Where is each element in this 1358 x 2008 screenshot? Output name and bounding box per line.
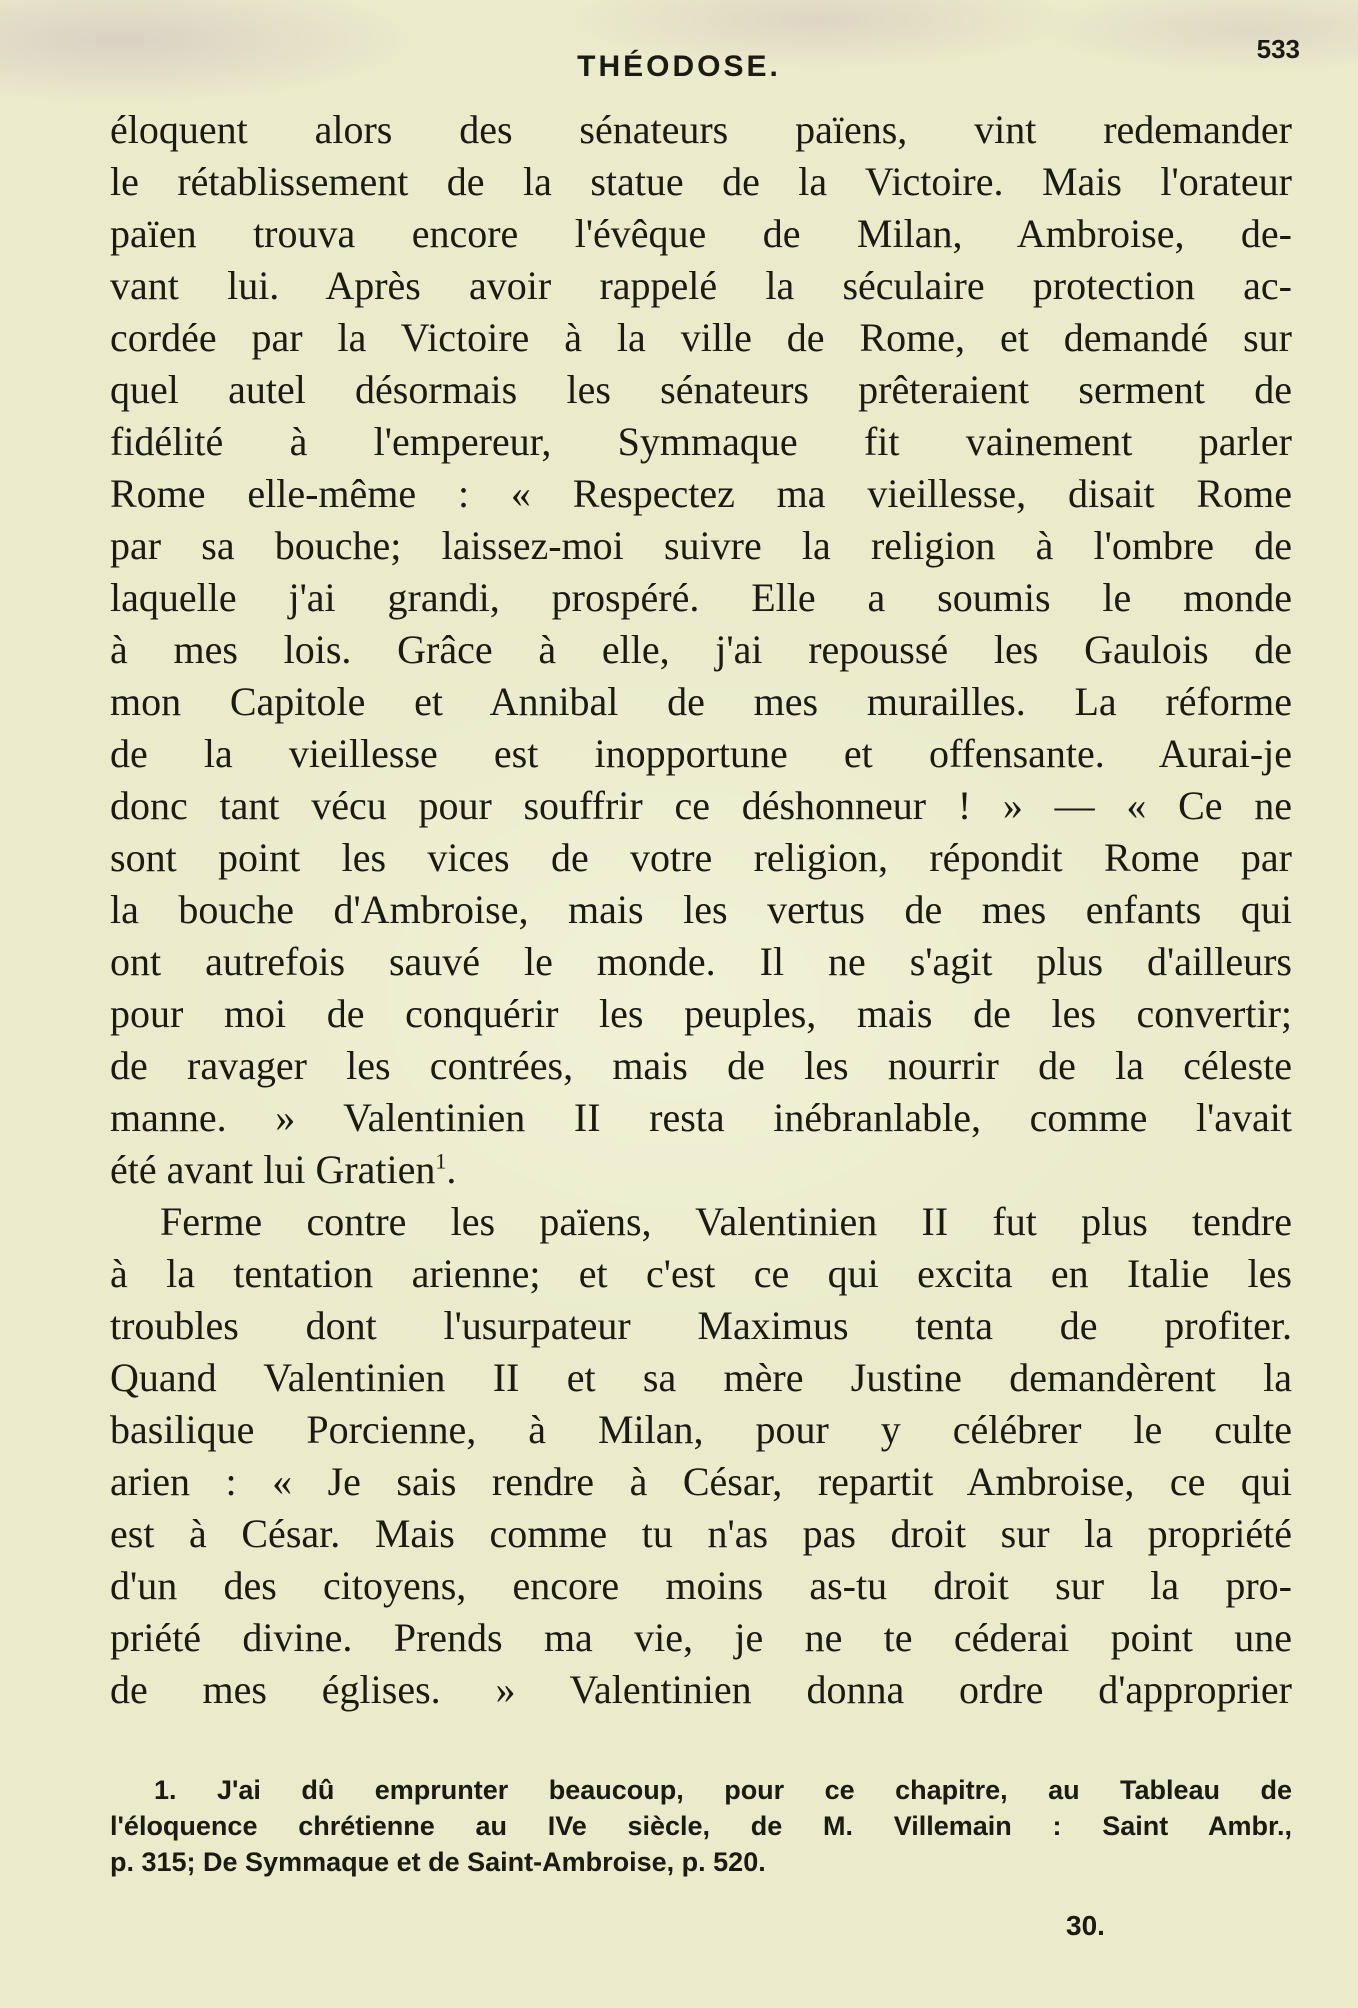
- text-line: Rome elle-même : « Respectez ma vieillesse, disait Rome: [110, 471, 1292, 516]
- text-line: de mes églises. » Valentinien donna ordre d'approprier: [110, 1667, 1292, 1712]
- signature-mark: 30.: [1066, 1910, 1105, 1941]
- footnotes: [110, 1772, 1292, 1880]
- text-line: basilique Porcienne, à Milan, pour y célébrer le culte: [110, 1407, 1292, 1452]
- text-line: priété divine. Prends ma vie, je ne te céderai point une: [110, 1615, 1292, 1660]
- text-line: de ravager les contrées, mais de les nourrir de la céleste: [110, 1043, 1292, 1088]
- text-line: éloquent alors des sénateurs païens, vint redemander: [110, 107, 1292, 152]
- text-line: manne. » Valentinien II resta inébranlable, comme l'avait: [110, 1095, 1292, 1140]
- footnote-line: 1. J'ai dû emprunter beaucoup, pour ce chapitre, au Tableau de: [154, 1775, 1292, 1805]
- footnote-marker: 1: [435, 1148, 447, 1174]
- page-number: 533: [1256, 34, 1300, 64]
- text-line: arien : « Je sais rendre à César, repartit Ambroise, ce qui: [110, 1459, 1292, 1504]
- text-line: de la vieillesse est inopportune et offensante. Aurai-je: [110, 731, 1292, 776]
- text-line: mon Capitole et Annibal de mes murailles. La réforme: [110, 679, 1292, 724]
- text-line: laquelle j'ai grandi, prospéré. Elle a soumis le monde: [110, 575, 1292, 620]
- text-line: pour moi de conquérir les peuples, mais de les convertir;: [110, 991, 1292, 1036]
- text-line: vant lui. Après avoir rappelé la séculaire protection ac-: [110, 263, 1292, 308]
- text-line: fidélité à l'empereur, Symmaque fit vainement parler: [110, 419, 1292, 464]
- text-line: donc tant vécu pour souffrir ce déshonneur ! » — « Ce ne: [110, 783, 1292, 828]
- text-line: par sa bouche; laissez-moi suivre la religion à l'ombre de: [110, 523, 1292, 568]
- text-line: à mes lois. Grâce à elle, j'ai repoussé les Gaulois de: [110, 627, 1292, 672]
- text-line: est à César. Mais comme tu n'as pas droit sur la propriété: [110, 1511, 1292, 1556]
- footnote-line: l'éloquence chrétienne au IVe siècle, de M. Villemain : Saint Ambr.,: [110, 1811, 1292, 1841]
- text-line: ont autrefois sauvé le monde. Il ne s'agit plus d'ailleurs: [110, 939, 1292, 984]
- text-line: d'un des citoyens, encore moins as-tu droit sur la pro-: [110, 1563, 1292, 1608]
- text-line: à la tentation arienne; et c'est ce qui excita en Italie les: [110, 1251, 1292, 1296]
- text-line: été avant lui Gratien$^1$.: [110, 1147, 457, 1192]
- text-line: Ferme contre les païens, Valentinien II fut plus tendre: [160, 1199, 1292, 1244]
- body-text: [110, 104, 1292, 1716]
- text-line: cordée par la Victoire à la ville de Rome, et demandé sur: [110, 315, 1292, 360]
- text-line: sont point les vices de votre religion, répondit Rome par: [110, 835, 1292, 880]
- text-line: le rétablissement de la statue de la Victoire. Mais l'orateur: [110, 159, 1292, 204]
- text-line: troubles dont l'usurpateur Maximus tenta de profiter.: [110, 1303, 1292, 1348]
- footnote-line: p. 315; De Symmaque et de Saint-Ambroise, p. 520.: [110, 1847, 766, 1877]
- running-head: THÉODOSE.: [577, 50, 781, 83]
- text-line: quel autel désormais les sénateurs prêteraient serment de: [110, 367, 1292, 412]
- text-line-content: été avant lui Gratien: [110, 1147, 436, 1192]
- text-line: la bouche d'Ambroise, mais les vertus de mes enfants qui: [110, 887, 1292, 932]
- text-line: païen trouva encore l'évêque de Milan, Ambroise, de-: [110, 211, 1292, 256]
- text-line: Quand Valentinien II et sa mère Justine demandèrent la: [110, 1355, 1292, 1400]
